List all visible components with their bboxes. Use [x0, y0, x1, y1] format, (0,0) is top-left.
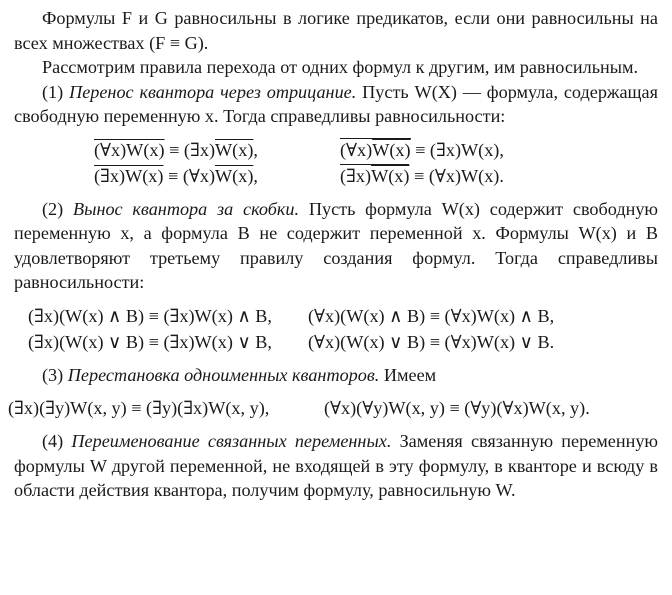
rule-3-text: Имеем [383, 364, 437, 385]
formula-block-negation [94, 137, 658, 189]
paragraph-equivalence-definition: Формулы F и G равносильны в логике предикатов, если они равносильны на всех множествах (F ≡ G). [14, 8, 658, 53]
formula-swap-forall: (∀x)(∀y)W(x, y) ≡ (∀y)(∀x)W(x, y). [324, 398, 590, 418]
formula-swap-exists: (∃x)(∃y)W(x, y) ≡ (∃y)(∃x)W(x, y), [8, 398, 270, 418]
formula-row [28, 329, 658, 355]
formula-exists-or: (∃x)(W(x) ∨ B) ≡ (∃x)W(x) ∨ B, [28, 331, 272, 352]
rule-2-title: Вынос квантора за скобки. [73, 198, 300, 219]
formula-forall-and: (∀x)(W(x) ∧ B) ≡ (∀x)W(x) ∧ B, [308, 305, 555, 326]
rule-4-title: Переименование связанных переменных. [71, 431, 392, 451]
rule-1-number: (1) [42, 81, 64, 102]
formula-negation-exists-double: (∃x)W(x) ≡ (∀x)W(x). [340, 165, 504, 186]
formula-row [94, 163, 658, 189]
paragraph-rule-4 [14, 429, 658, 503]
rule-3-number: (3) [42, 364, 64, 385]
formula-negation-exists: (∃x)W(x) ≡ (∀x)W(x), [94, 165, 258, 186]
formula-negation-forall: (∀x)W(x) ≡ (∃x)W(x), [94, 139, 258, 160]
rule-3-title: Перестановка одноименных кванторов. [67, 364, 380, 385]
paragraph-rule-3 [14, 363, 658, 388]
rule-2-text: Пусть формула W(x) содержит свободную переменную x, а формула B не содержит переменной x. Формулы W(x) и B удовлетворяют третьему правилу создания формул. Тогда справедливы равносильности: [14, 198, 659, 292]
formula-block-brackets [28, 303, 658, 355]
formula-row [94, 137, 658, 163]
rule-2-number: (2) [42, 198, 64, 219]
rule-4-text: Заменяя связанную переменную формулы W другой переменной, не входящей в эту формулу, в кванторе и всюду в области действия квантора, получим формулу, равносильную W. [14, 431, 659, 500]
paragraph-rule-1 [14, 80, 658, 129]
formula-block-swap [8, 395, 658, 421]
paragraph-rule-2 [14, 197, 658, 295]
rule-1-title: Перенос квантора через отрицание. [69, 81, 357, 102]
formula-negation-forall-double: (∀x)W(x) ≡ (∃x)W(x), [340, 139, 504, 160]
rule-1-text: Пусть W(X) — формула, содержащая свободную переменную x. Тогда справедливы равносильности: [14, 81, 658, 126]
formula-row [8, 395, 658, 421]
formula-row [28, 303, 658, 329]
formula-exists-and: (∃x)(W(x) ∧ B) ≡ (∃x)W(x) ∧ B, [28, 305, 272, 326]
rule-4-number: (4) [42, 431, 64, 451]
paragraph-transition-rules: Рассмотрим правила перехода от одних формул к другим, им равносильным. [42, 57, 639, 77]
formula-forall-or: (∀x)(W(x) ∨ B) ≡ (∀x)W(x) ∨ B. [308, 331, 555, 352]
